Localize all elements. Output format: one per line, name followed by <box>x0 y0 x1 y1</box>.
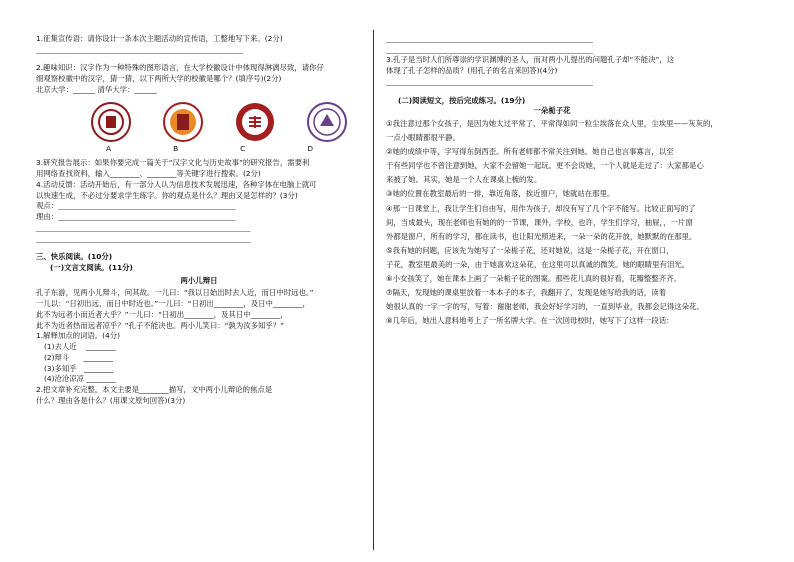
story-line: 间，当成最头，现在老师也有她的的一节课，课外，学校，也许，学生们学习，抽屉，，一片窗 <box>386 217 693 227</box>
exercise-1: 1.解释加点的词语。(4分) <box>36 331 121 341</box>
logo-c-emblem <box>235 102 275 142</box>
exercise-item: (1)去人近 ________ <box>44 342 116 352</box>
question-2-blanks: 北京大学：______ 清华大学：______ <box>36 84 157 94</box>
answer-line: __________________________________________________________ <box>36 233 251 243</box>
story-line: 来被了她。其实，她是一个人在课桌上梳的发。 <box>386 175 542 185</box>
question-4-line-2: 以快速生成，不必过分要求学生练字。你的观点是什么？理由又是怎样的？(3分) <box>36 190 298 200</box>
story-line: ①我注意过那个女孩子，是因为她太过平常了，平常得如同一粒尘埃落在众人里，尘埃里——灰灰的， <box>386 119 718 129</box>
logo-captions <box>36 144 362 155</box>
logo-caption: D <box>307 143 314 153</box>
passage-line: 一儿以：“日初出远，而日中时近也。”一儿曰：“日初出________，及日中________， <box>36 299 310 309</box>
view-line: 观点：________________________________________________ <box>36 201 236 211</box>
story-line: 一点小眼睛都很平静。 <box>386 133 460 143</box>
question-3-line-1: 3.孔子是当时人们所尊崇的学识渊博的圣人，而对两小儿提出的问题孔子却“不能决”，这 <box>386 55 675 65</box>
question-2-line-1: 2.趣味知识：汉字作为一种特殊的图形语言，在大学校徽设计中体现得淋漓尽致，请你仔 <box>36 63 324 73</box>
story-title: 一朵栀子花 <box>533 106 571 116</box>
answer-line: ________________________________________________________ <box>386 34 593 43</box>
story-line: ④那一日课堂上，我让学生们自由写，用作为孩子，却没有写了几个字不能写。比较正面写的了 <box>386 203 696 213</box>
story-line: ⑧几年后，她出人意料地考上了一所名牌大学。在一次回母校时，她写下了这样一段话： <box>386 316 674 326</box>
logo-b-emblem <box>163 102 203 142</box>
answer-line: __________________________________________________________ <box>36 222 251 232</box>
question-3-line-1: 3.研究报告展示：如果你要完成一篇关于“汉字文化与历史故事”的研究报告，需要利 <box>36 158 310 168</box>
story-line: ⑥小女孩笑了，她在课本上画了一朵栀子花的图案。那些花儿真的很好看，花瓣整整齐齐。 <box>386 273 681 283</box>
question-1: 1.征集宣传语：请你设计一条本次主题活动的宣传语，工整地写下来。(2分) <box>36 34 283 43</box>
story-line: 于有些同学也不曾注意到她，大家不会留她一起玩。更不会说她，一个人就是走过了：大家都是心 <box>386 161 704 171</box>
exercise-2-line-1: 2.把文章补充完整，本文主要是________描写，文中两小儿辩论的焦点是 <box>36 385 273 395</box>
exercise-item: (2)辩斗 ________ <box>44 352 113 362</box>
story-line: ⑦隔天，发现她的课桌里放着一本本子的本子，我翻开了，发现是她写给我的话，读着 <box>386 287 667 297</box>
story-line: ⑤我有她的问题，应该先为她写了一朵栀子花，还对她说，这是一朵栀子花，开在窗口， <box>386 245 674 255</box>
logo-a-emblem <box>91 102 131 142</box>
answer-line: ________________________________________________________ <box>36 44 243 54</box>
reading-heading: (二)阅读短文，按后完成练习。(19分) <box>398 95 526 105</box>
question-3-line-2: 用网络查找资料，输入________、________等关键字进行搜索。(2分) <box>36 169 261 179</box>
passage-line: 此不为近者热而远者凉乎？”孔子不能决也。两小儿笑曰：“孰为汝多知乎？” <box>36 320 284 330</box>
exercise-item: (3)多知乎 ________ <box>44 363 114 373</box>
answer-line: ________________________________________________________ <box>386 44 593 54</box>
passage-line: 孔子东游，见两小儿辩斗，问其故。一儿曰：“我以日始出时去人近，而日中时远也。” <box>36 288 314 298</box>
question-3-line-2: 体现了孔子怎样的品质？(用孔子的名言来回答)(4分) <box>386 66 558 76</box>
left-column <box>36 34 362 407</box>
question-2-line-2: 细观察校徽中的汉字，猜一猜，以下两所大学的校徽是哪个？(填序号)(2分) <box>36 74 282 84</box>
story-line: 子花，教室里最美的一朵，由于她喜欢这朵花，在这里可以真诚的微笑。她的眼睛里有泪光。 <box>386 259 690 269</box>
story-line: ③她的位置在教室最后的一排，靠近角落，挨近窗户，她就站在那里。 <box>386 189 615 199</box>
logo-d-emblem <box>307 102 347 142</box>
logo-caption: B <box>173 143 179 153</box>
story-line: 外都是窗户，所有的学习，都在读书，也让阳光照进来，一朵一朵的花开放，她默默的在那里。 <box>386 231 697 241</box>
section-3-heading: 三、快乐阅读。(10分) <box>36 252 113 262</box>
story-body <box>386 117 718 328</box>
story-line: 她很认真的一字一字的写，写着：谢谢老师，我会好好学习的，一直到毕业，我都会记得这朵花。 <box>386 301 704 311</box>
exercise-2-line-2: 什么？理由各是什么？(用课文原句回答)(3分) <box>36 395 186 405</box>
answer-line: ________________________________________________________ <box>386 76 593 86</box>
question-4-line-1: 4.活动反馈：活动开始后，有一部分人认为信息技术发展迅速，各种字体在电脑上就可 <box>36 179 317 189</box>
university-logos <box>36 102 362 142</box>
logo-caption: C <box>240 143 246 153</box>
logo-caption: A <box>106 143 112 153</box>
reason-line: 理由：________________________________________________ <box>36 212 236 222</box>
right-column <box>386 34 718 328</box>
story-line: ②她的成绩中等，字写得东倒西歪。所有老师都不常关注到她。她自己也言事寡言，以至 <box>386 147 674 157</box>
passage-title: 两小儿辩日 <box>180 275 218 285</box>
exercise-item: (4)沧沧凉凉 ________ <box>44 374 116 384</box>
passage-line: 此不为远者小而近者大乎？”一儿曰：“日初出________，及其日中________， <box>36 309 288 319</box>
classical-reading-heading: (一)文言文阅读。(11分) <box>50 263 133 273</box>
column-divider <box>373 30 374 550</box>
